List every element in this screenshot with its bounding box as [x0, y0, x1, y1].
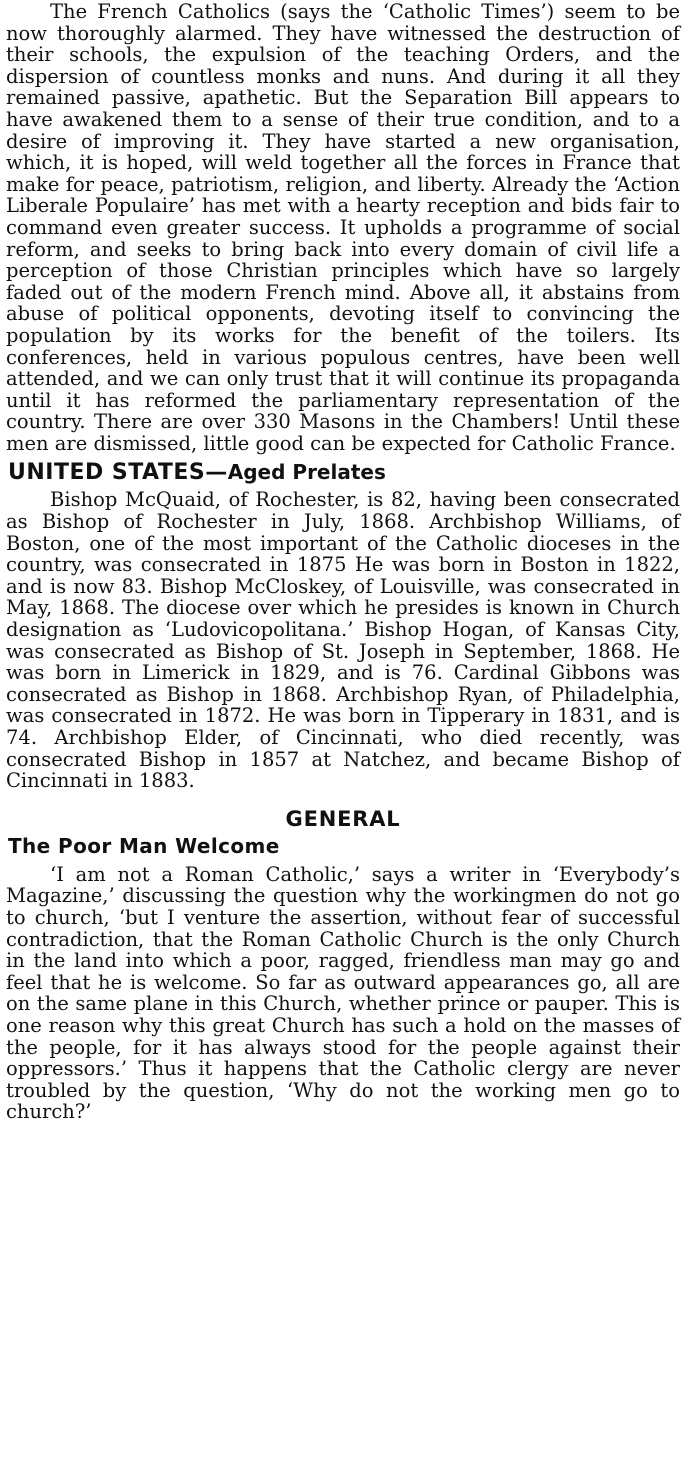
french-catholics-paragraph: The French Catholics (says the ‘Catholic Times’) seem to be now thoroughly alarmed. They have witnessed the destruction of their schools, the expulsion of the teaching Orders, and the dispersion of countless monks and nuns. And during it all they remained passive, apathetic. But the Separation Bill appears to have awakened them to a sense of their true condition, and to a desire of improving it. They have started a new organisation, which, it is hoped, will weld together all the forces in France that make for peace, patriotism, religion, and liberty. Already the ‘Action Liberale Populaire’ has met with a hearty reception and bids fair to command even greater success. It upholds a programme of social reform, and seeks to bring back into every domain of civil life a perception of those Christian principles which have so largely faded out of the modern French mind. Above all, it abstains from abuse of political opponents, devoting itself to convincing the population by its works for the benefit of the toilers. Its conferences, held in various populous centres, have been well attended, and we can only trust that it will continue its propaganda until it has reformed the parliamentary representation of the country. There are over 330 Masons in the Chambers! Until these men are dismissed, little good can be expected for Catholic France. [6, 0, 680, 455]
poor-man-welcome-paragraph: ‘I am not a Roman Catholic,’ says a writer in ‘Everybody’s Magazine,’ discussing the question why the workingmen do not go to church, ‘but I venture the assertion, without fear of successful contradiction, that the Roman Catholic Church is the only Church in the land into which a poor, ragged, friendless man may go and feel that he is welcome. So far as outward appearances go, all are on the same plane in this Church, whether prince or pauper. This is one reason why this great Church has such a hold on the masses of the people, for it has always stood for the people against their oppressors.’ Thus it happens that the Catholic clergy are never troubled by the question, ‘Why do not the working men go to church?’ [6, 862, 680, 1124]
united-states-heading [8, 459, 680, 486]
article-column [6, 0, 680, 1123]
united-states-heading-main: UNITED STATES— [8, 460, 228, 486]
poor-man-welcome-heading: The Poor Man Welcome [8, 833, 280, 858]
united-states-heading-sub: Aged Prelates [227, 460, 386, 485]
general-heading: GENERAL [285, 806, 401, 831]
aged-prelates-paragraph: Bishop McQuaid, of Rochester, is 82, having been consecrated as Bishop of Rochester in July, 1868. Archbishop Williams, of Boston, one of the most important of the Catholic dioceses in the country, was consecrated in 1875 He was born in Boston in 1822, and is now 83. Bishop McCloskey, of Louisville, was consecrated in May, 1868. The diocese over which he presides is known in Church designation as ‘Ludovicopolitana.’ Bishop Hogan, of Kansas City, was consecrated as Bishop of St. Joseph in September, 1868. He was born in Limerick in 1829, and is 76. Cardinal Gibbons was consecrated as Bishop in 1868. Archbishop Ryan, of Philadelphia, was consecrated in 1872. He was born in Tipperary in 1831, and is 74. Archbishop Elder, of Cincinnati, who died recently, was consecrated Bishop in 1857 at Natchez, and became Bishop of Cincinnati in 1883. [6, 488, 680, 793]
